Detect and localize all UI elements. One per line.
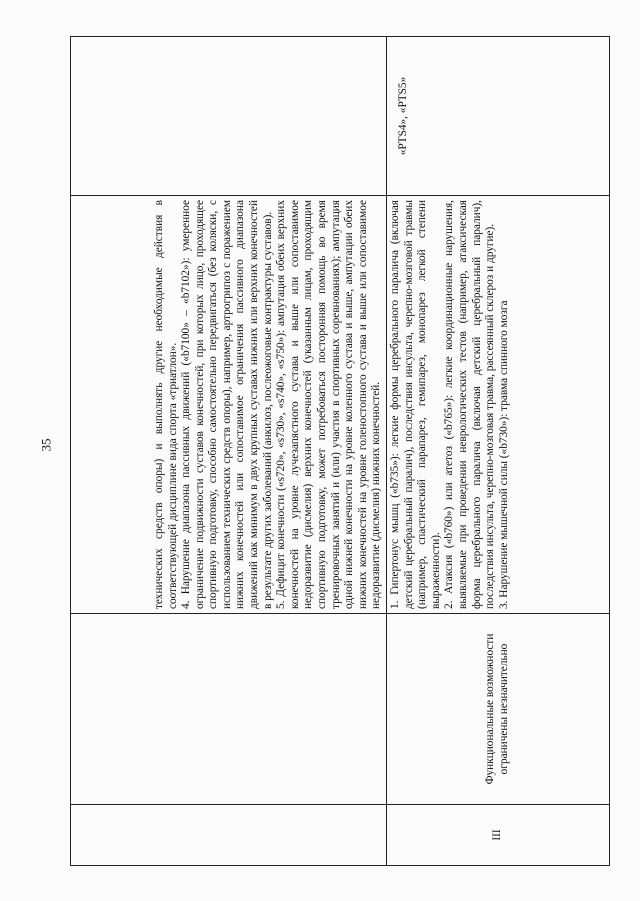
criteria-paragraph: 2. Атаксия («b760») или атетоз («b765»): легкие координационные нарушения, выявляемые при проведении неврологических тестов (например, атаксическая форма церебрального паралича (включая детский церебральный паралич), последствия инсульта, черепно-мозговая травма, рассеянный склероз и другие). xyxy=(443,200,497,609)
table-row xyxy=(71,37,387,866)
criteria-paragraph: технических средств опоры) и выполнять другие необходимые действия в соответствующей дисциплине вида спорта «триатлон». xyxy=(152,200,179,609)
criteria-paragraph: 3. Нарушение мышечной силы («b730»): травма спинного мозга xyxy=(497,300,510,609)
criteria-cell xyxy=(387,196,610,614)
criteria-cell xyxy=(71,196,387,614)
sport-class-cell: «PTS4», «PTS5» xyxy=(387,37,610,196)
sport-class-cell xyxy=(71,37,387,196)
criteria-paragraph: 5. Дефицит конечности («s720», «s730», «s740», «s750»): ампутация обеих верхних конечностей на уровне лучезапястного сустава и выше или сопоставимое недоразвитие (дисмелия) верхних конечностей (указанным лицам, проходящим спортивную подготовку, может потребоваться посторонняя помощь во время тренировочных занятий и (или) участия в спортивных соревнованиях); ампутация одной нижней конечности на уровне коленного сустава и выше, ампутации обеих нижних конечностей на уровне голеностопного сустава и выше или сопоставимое недоразвитие (дисмелия) нижних конечностей. xyxy=(275,200,383,609)
criteria-paragraph: 4. Нарушение диапазона пассивных движений («b7100» – «b7102»): умеренное ограничение подвижности суставов конечностей, при которых лицо, проходящее спортивную подготовку, способно самостоятельно передвигаться (без коляски, с использованием технических средств опоры), например, артрогрипоз с поражением нижних конечностей или сопоставимое ограничения пассивного диапазона движений как минимум в двух крупных суставах нижних или верхних конечностей в результате других заболеваний (анкилоз, послеожоговые контрактуры суставов). xyxy=(180,200,274,609)
class-cell xyxy=(71,805,387,866)
criteria-paragraph: 1. Гипертонус мышц («b735»): легкие формы церебрального паралича (включая детский церебральный паралич), последствия инсульта, черепно-мозговой травмы (например, спастический парапарез, гемипарез, монопарез легкой степени выраженности). xyxy=(389,200,442,609)
table-row xyxy=(387,37,610,866)
class-cell: III xyxy=(387,805,610,866)
classification-table xyxy=(70,36,610,866)
page-number: 35 xyxy=(38,438,54,452)
rotated-table-container xyxy=(70,36,610,866)
description-cell xyxy=(71,614,387,805)
description-cell: Функциональные возможности ограничены незначительно xyxy=(387,614,610,805)
